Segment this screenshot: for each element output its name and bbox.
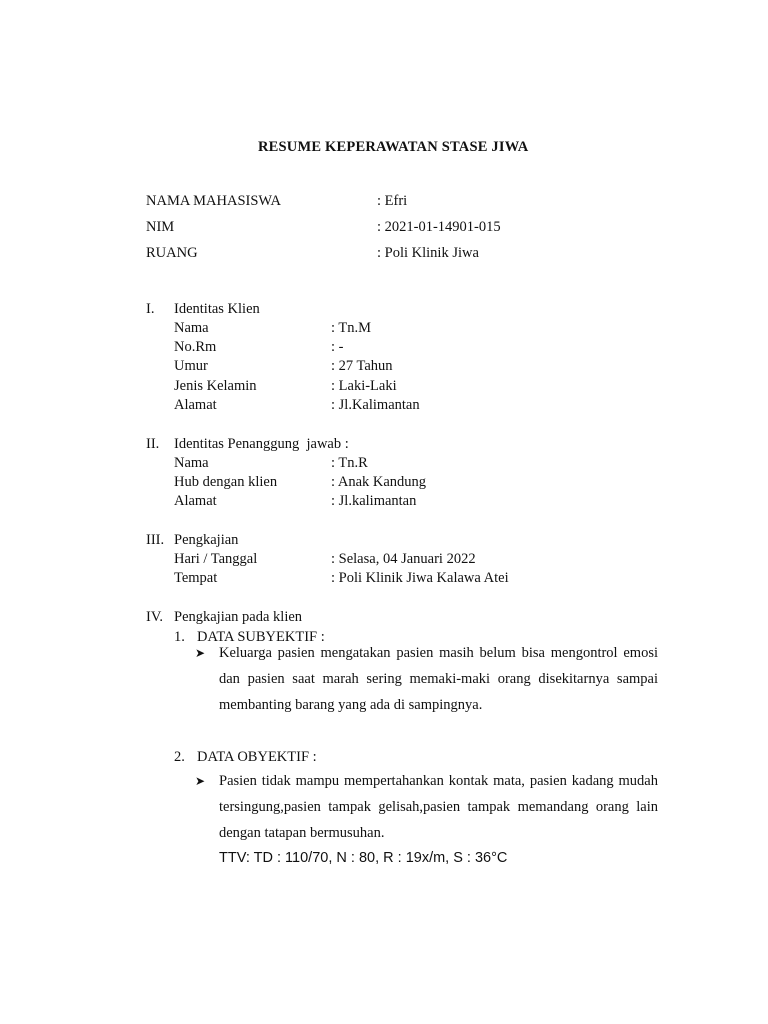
- client-name-label: Nama: [174, 320, 209, 336]
- place-label: Tempat: [174, 570, 218, 586]
- student-name-value: : Efri: [377, 193, 408, 209]
- section-1-number: I.: [146, 301, 155, 317]
- arrowhead-bullet-icon: ➤: [195, 774, 206, 788]
- guardian-address-label: Alamat: [174, 493, 217, 509]
- place-value: : Poli Klinik Jiwa Kalawa Atei: [331, 570, 509, 586]
- room-label: RUANG: [146, 245, 198, 261]
- record-number-value: : -: [331, 339, 344, 355]
- record-number-label: No.Rm: [174, 339, 217, 355]
- section-2-number: II.: [146, 436, 160, 452]
- relationship-label: Hub dengan klien: [174, 474, 278, 490]
- age-value: : 27 Tahun: [331, 358, 393, 374]
- section-1-heading: Identitas Klien: [174, 301, 260, 317]
- date-value: : Selasa, 04 Januari 2022: [331, 551, 476, 567]
- subjective-data-heading: DATA SUBYEKTIF :: [197, 629, 325, 645]
- section-4-number: IV.: [146, 609, 164, 625]
- objective-data-number: 2.: [174, 749, 185, 765]
- section-3-heading: Pengkajian: [174, 532, 239, 548]
- vital-signs-text: TTV: TD : 110/70, N : 80, R : 19x/m, S : 36°C: [219, 850, 508, 866]
- relationship-value: : Anak Kandung: [331, 474, 427, 490]
- student-name-label: NAMA MAHASISWA: [146, 193, 281, 209]
- guardian-address-value: : Jl.kalimantan: [331, 493, 417, 509]
- guardian-name-label: Nama: [174, 455, 209, 471]
- arrowhead-bullet-icon: ➤: [195, 646, 206, 660]
- age-label: Umur: [174, 358, 208, 374]
- subjective-data-number: 1.: [174, 629, 185, 645]
- room-value: : Poli Klinik Jiwa: [377, 245, 479, 261]
- gender-label: Jenis Kelamin: [174, 378, 257, 394]
- gender-value: : Laki-Laki: [331, 378, 397, 394]
- nim-label: NIM: [146, 219, 175, 235]
- nim-value: : 2021-01-14901-015: [377, 219, 501, 235]
- guardian-name-value: : Tn.R: [331, 455, 368, 471]
- section-2-heading: Identitas Penanggung jawab :: [174, 436, 349, 452]
- objective-data-text: Pasien tidak mampu mempertahankan kontak mata, pasien kadang mudah tersingung,pasien tampak gelisah,pasien tampak memandang orang lain dengan tatapan bermusuhan.: [219, 773, 658, 841]
- client-address-value: : Jl.Kalimantan: [331, 397, 420, 413]
- section-3-number: III.: [146, 532, 165, 548]
- objective-data-heading: DATA OBYEKTIF :: [197, 749, 317, 765]
- document-title: RESUME KEPERAWATAN STASE JIWA: [258, 139, 529, 155]
- subjective-data-text: Keluarga pasien mengatakan pasien masih belum bisa mengontrol emosi dan pasien saat marah sering memaki-maki orang disekitarnya sampai membanting barang yang ada di sampingnya.: [219, 645, 658, 713]
- section-4-heading: Pengkajian pada klien: [174, 609, 303, 625]
- client-name-value: : Tn.M: [331, 320, 372, 336]
- client-address-label: Alamat: [174, 397, 217, 413]
- date-label: Hari / Tanggal: [174, 551, 258, 567]
